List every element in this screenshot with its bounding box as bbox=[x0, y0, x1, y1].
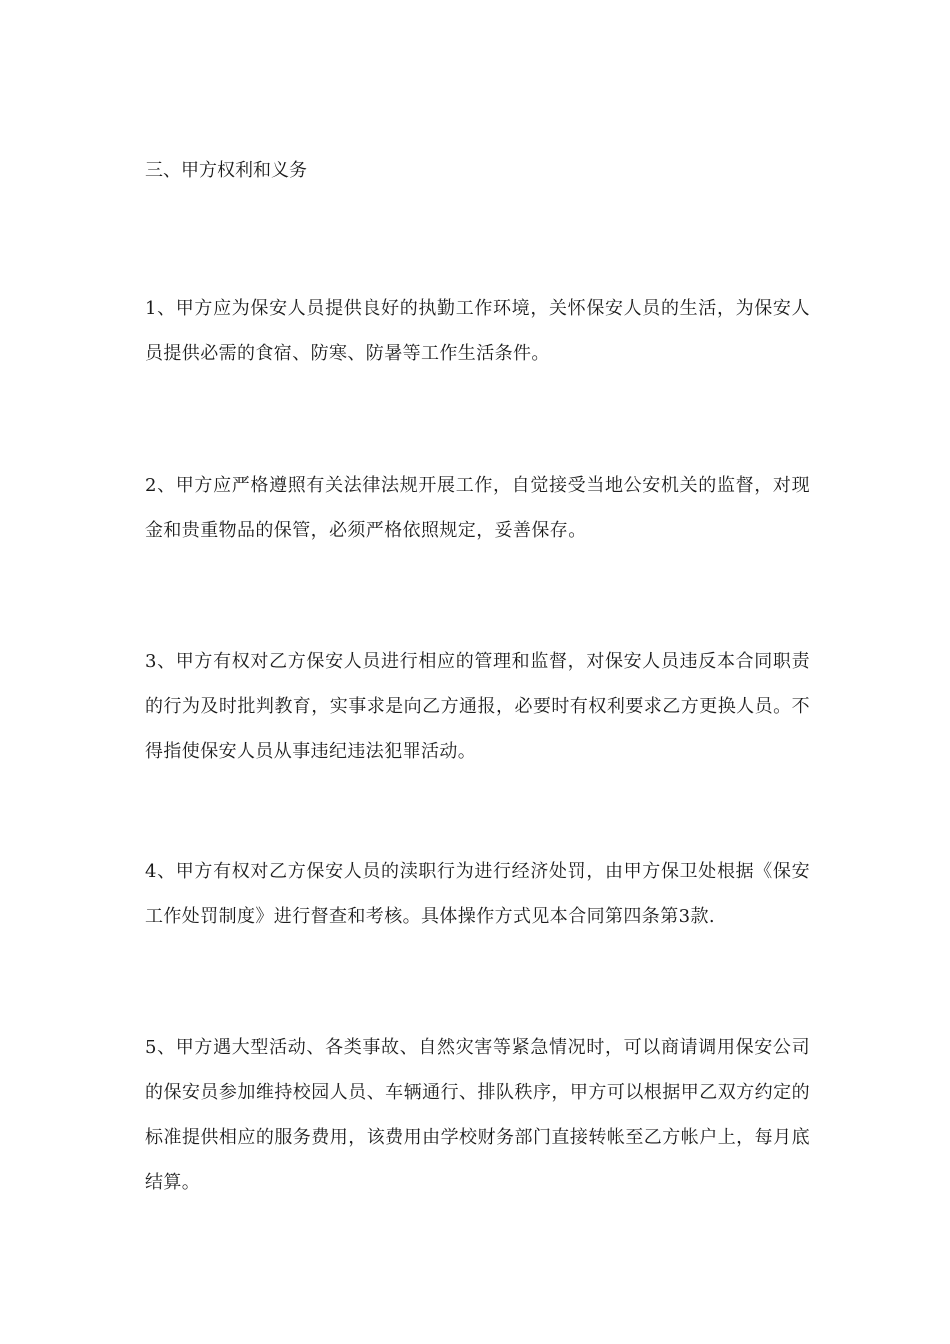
clause-1: 1、甲方应为保安人员提供良好的执勤工作环境，关怀保安人员的生活，为保安人员提供必需的食宿、防寒、防暑等工作生活条件。 bbox=[145, 298, 810, 364]
clause-5: 5、甲方遇大型活动、各类事故、自然灾害等紧急情况时，可以商请调用保安公司的保安员参加维持校园人员、车辆通行、排队秩序，甲方可以根据甲乙双方约定的标准提供相应的服务费用，该费用由学校财务部门直接转帐至乙方帐户上，每月底结算。 bbox=[145, 1037, 810, 1193]
section-title: 三、甲方权利和义务 bbox=[145, 160, 307, 181]
clause-4: 4、甲方有权对乙方保安人员的渎职行为进行经济处罚，由甲方保卫处根据《保安工作处罚制度》进行督查和考核。具体操作方式见本合同第四条第3款. bbox=[145, 861, 810, 927]
clause-2: 2、甲方应严格遵照有关法律法规开展工作，自觉接受当地公安机关的监督，对现金和贵重物品的保管，必须严格依照规定，妥善保存。 bbox=[145, 475, 810, 541]
clause-3: 3、甲方有权对乙方保安人员进行相应的管理和监督，对保安人员违反本合同职责的行为及时批判教育，实事求是向乙方通报，必要时有权利要求乙方更换人员。不得指使保安人员从事违纪违法犯罪活动。 bbox=[145, 651, 810, 762]
